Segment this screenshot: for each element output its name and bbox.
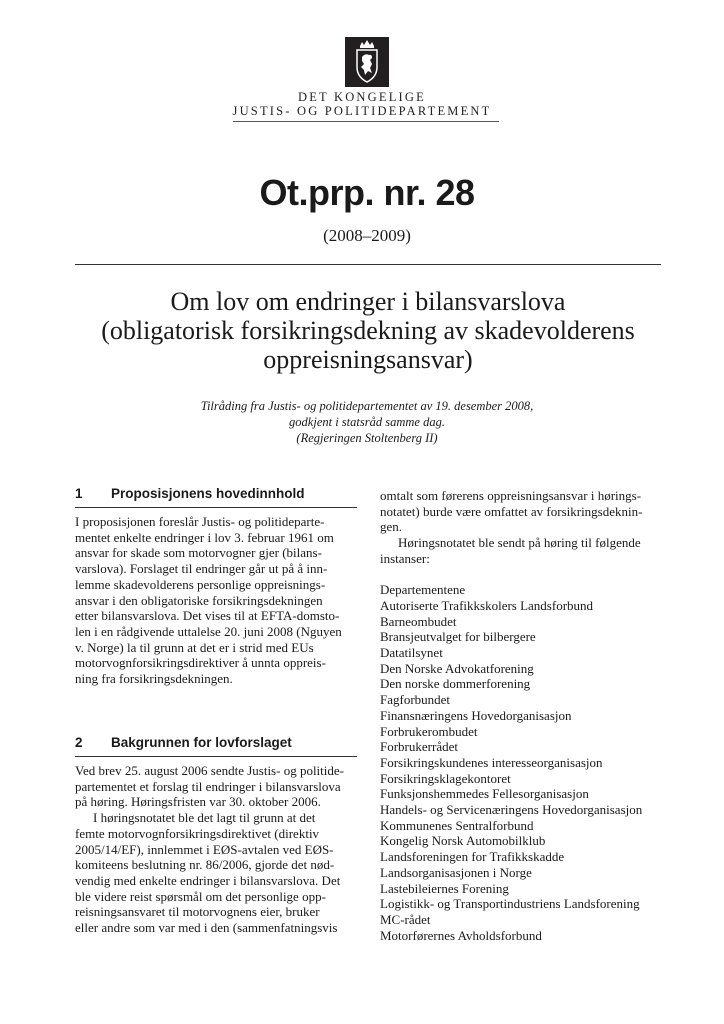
body-line: ble videre reist spørsmål om det personlige opp- — [75, 888, 326, 904]
department-line-2: JUSTIS- OG POLITIDEPARTEMENT — [232, 104, 492, 118]
body-line: ansvar for skade som motorvogner gjer (bilans- — [75, 545, 322, 561]
body-line: notatet) burde være omfattet av forsikringsdeknin- — [380, 503, 643, 519]
list-item: Den Norske Advokatforening — [380, 660, 534, 676]
section-title: Bakgrunnen for lovforslaget — [111, 735, 292, 750]
body-line: mentet enkelte endringer i lov 3. februar 1961 om — [75, 529, 334, 545]
list-item: Fagforbundet — [380, 692, 451, 708]
section-body — [75, 514, 357, 687]
list-item: Autoriserte Trafikkskolers Landsforbund — [380, 597, 594, 613]
body-line: ning fra forsikringsdekningen. — [75, 671, 233, 687]
list-item: Landsorganisasjonen i Norge — [380, 864, 532, 880]
recommendation-line: Tilråding fra Justis- og politidepartementet av 19. desember 2008, — [200, 399, 534, 413]
logo-divider — [233, 121, 499, 122]
body-line: 2005/14/EF), innlemmet i EØS-avtalen ved EØS- — [75, 841, 334, 857]
body-line: ansvar i den obligatoriske forsikringsdekningen — [75, 592, 323, 608]
list-item: Handels- og Servicenæringens Hovedorganisasjon — [380, 802, 643, 818]
body-line: motorvognforsikringsdirektiver å unnta oppreis- — [75, 655, 326, 671]
body-line: partementet et forslag til endringer i bilansvarslova — [75, 778, 341, 794]
section-body — [75, 763, 357, 936]
section-2 — [75, 735, 357, 936]
section-heading — [75, 486, 357, 508]
lion-emblem-icon — [345, 37, 389, 87]
proposition-year: (2008–2009) — [323, 226, 411, 245]
recommendation-line: (Regjeringen Stoltenberg II) — [296, 431, 438, 445]
body-line: reisningsansvaret til motorvognens eier, bruker — [75, 904, 320, 920]
body-line: I høringsnotatet ble det lagt til grunn at det — [93, 810, 316, 826]
proposition-number: Ot.prp. nr. 28 — [259, 172, 475, 213]
body-line: instanser: — [380, 550, 430, 566]
list-item: Motorførernes Avholdsforbund — [380, 927, 542, 943]
list-item: Kommunenes Sentralforbund — [380, 817, 534, 833]
list-item: Den norske dommerforening — [380, 676, 531, 692]
spacer — [380, 567, 662, 583]
body-line: varslova). Forslaget til endringer går ut på å inn- — [75, 561, 328, 577]
body-line: på høring. Høringsfristen var 30. oktober 2006. — [75, 794, 321, 810]
list-item: Datatilsynet — [380, 645, 443, 661]
list-item: MC-rådet — [380, 911, 431, 927]
body-line: femte motorvognforsikringsdirektivet (direktiv — [75, 825, 320, 841]
body-line: lemme skadevolderens personlige oppreisnings- — [75, 576, 326, 592]
section-title: Proposisjonens hovedinnhold — [111, 486, 305, 501]
section-number: 1 — [75, 486, 83, 501]
list-item: Landsforeningen for Trafikkskadde — [380, 849, 565, 865]
body-line: eller andre som var med i den (sammenfatningsvis — [75, 920, 338, 936]
recommendation-note — [0, 398, 724, 446]
section-heading — [75, 735, 357, 757]
body-line: v. Norge) la til grunn at det er i strid med EUs — [75, 639, 314, 655]
body-line: Høringsnotatet ble sendt på høring til følgende — [398, 535, 641, 551]
body-line: len i en rådgivende uttalelse 20. juni 2008 (Nguyen — [75, 623, 342, 639]
list-item: Forbrukerrådet — [380, 739, 458, 755]
body-line: komiteens beslutning nr. 86/2006, gjorde det nød- — [75, 857, 335, 873]
list-item: Forbrukerombudet — [380, 723, 478, 739]
body-line: Ved brev 25. august 2006 sendte Justis- og politide- — [75, 763, 344, 778]
body-line: gen. — [380, 519, 403, 535]
list-item: Departementene — [380, 582, 466, 598]
body-line: I proposisjonen foreslår Justis- og politideparte- — [75, 514, 325, 529]
body-line: etter bilansvarslova. Det vises til at EFTA-domsto- — [75, 608, 340, 624]
list-item: Bransjeutvalget for bilbergere — [380, 629, 536, 645]
body-line: vendig med enkelte endringer i bilansvarslova. Det — [75, 872, 341, 888]
department-line-1: DET KONGELIGE — [297, 90, 426, 104]
list-item: Funksjonshemmedes Fellesorganisasjon — [380, 786, 589, 802]
main-title-line: oppreisningsansvar) — [263, 345, 473, 374]
main-title — [70, 287, 666, 374]
hearing-instances-list — [380, 582, 662, 943]
main-title-line: Om lov om endringer i bilansvarslova — [170, 287, 566, 316]
right-column — [380, 488, 662, 943]
list-item: Forsikringsklagekontoret — [380, 770, 511, 786]
list-item: Finansnæringens Hovedorganisasjon — [380, 707, 572, 723]
section-number: 2 — [75, 735, 83, 750]
main-title-line: (obligatorisk forsikringsdekning av skadevolderens — [101, 316, 635, 345]
list-item: Logistikk- og Transportindustriens Landsforening — [380, 896, 640, 912]
body-line: omtalt som førerens oppreisningsansvar i hørings- — [380, 488, 642, 503]
coat-of-arms-logo — [345, 37, 389, 87]
list-item: Forsikringskundenes interesseorganisasjon — [380, 754, 603, 770]
list-item: Kongelig Norsk Automobilklub — [380, 833, 546, 849]
list-item: Lastebileiernes Forening — [380, 880, 509, 896]
title-divider — [75, 264, 661, 265]
section-1 — [75, 486, 357, 687]
recommendation-line: godkjent i statsråd samme dag. — [289, 415, 445, 429]
list-item: Barneombudet — [380, 613, 457, 629]
